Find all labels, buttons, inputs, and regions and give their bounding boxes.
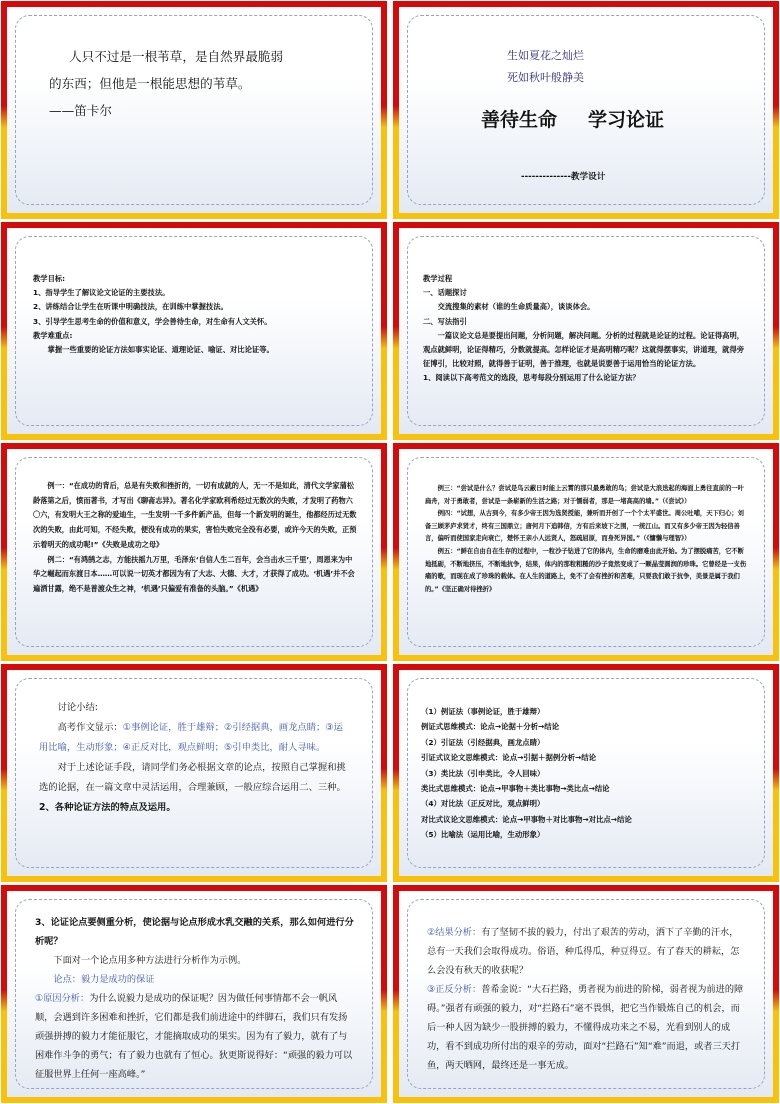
cause-label: ①原因分析： [35,993,90,1004]
summary-lead: 高考作文显示： [57,722,123,733]
slide-card [7,7,381,213]
contrast-label: ③正反分析： [427,984,482,995]
section-1-text: 交流搜集的素材（谁的生命质量高），谈谈体会。 [437,302,595,312]
summary-paragraph: 对于上述论证手段，请同学们务必根据文章的论点，按照自己掌握和挑选的论据，在一篇文章中灵活运用，合理兼顾，一般应综合运用二、三种。 [39,762,346,793]
poem-line-1: 生如夏花之灿烂 [507,49,584,62]
method-line: （5）比喻法（运用比喻，生动形象） [421,830,545,840]
example-2: 例二：“有鸿鹄之志，方能扶摇九万里，毛泽东‘自信人生二百年，会当击水三千里’，周恩来为中华之崛起而东渡日本……可以说一切英才都因为有了大志、大德、大才，才获得了成功。‘机遇’并不会遍洒甘露，绝不是普渡众生之神，‘机遇’只偏爱有准备的头脑。”《机遇》 [33,554,355,593]
method-line: 例证式思维模式：论点→论据＋分析→结论 [421,722,560,732]
slide-card [399,670,773,876]
quote-line-2: 的东西；但他是一根能思想的苇草。 [49,76,251,91]
slide-2[interactable] [393,1,779,219]
section-2-question: 1、阅读以下高考范文的选段，思考每段分别运用了什么论证方法？ [423,373,640,383]
poem-line-2: 死如秋叶般静美 [507,71,584,84]
analysis-thesis: 论点：毅力是成功的保证 [53,974,155,985]
method-line: 引证式议论文思维模式：论点→引据＋据例分析→结论 [421,753,596,763]
cause-text: 为什么说毅力是成功的保证呢？因为做任何事情都不会一帆风顺，会遇到许多困难和挫折，它们都是我们前进途中的绊脚石，我们只有发扬顽强拼搏的毅力才能征服它，才能摘取成功的果实。因为有了毅力，就有了与困难作斗争的勇气；有了毅力也就有了恒心。狄更斯说得好：“顽强的毅力可以征服世界上任何一座高峰。” [35,993,353,1080]
slide-card [7,228,381,434]
analysis-heading: 3、论证论点要侧重分析，使论据与论点形成水乳交融的关系，那么如何进行分析呢？ [35,917,354,947]
summary-point-2: 2、各种论证方法的特点及运用。 [39,802,176,813]
contrast-text: 普希金说：“大石拦路，勇者视为前进的阶梯，弱者视为前进的障碍。”强者有顽强的毅力，对“拦路石”毫不畏惧，把它当作锻炼自己的机会，而后一种人因为缺少一股拼搏的毅力，不懂得成功来之不易，光看到别人的成功，看不到成功所付出的艰辛的劳动，面对“拦路石”知“难”而退，或者三天打鱼，两天晒网，最终还是一事无成。 [427,984,744,1071]
summary-lead-block [39,718,349,758]
slide-card [7,891,381,1097]
quote-author: ——笛卡尔 [49,103,112,118]
goals-heading: 教学目标: [33,274,66,283]
slide-1[interactable] [1,1,387,219]
summary-methods: ①事例论证，胜于雄辩；②引经据典，画龙点睛；③运用比喻，生动形象；④正反对比，观点鲜明；⑤引申类比，耐人寻味。 [39,722,343,753]
method-line: （1）例证法（事例论证，胜于雄辩） [421,707,545,716]
slide-card [399,891,773,1097]
slide-3[interactable] [1,222,387,440]
method-line: （2）引证法（引经据典，画龙点睛） [421,737,545,747]
example-3: 例三：“尝试是什么？尝试是鸟云蔽日时能上云霄的那只最勇敢的鸟；尝试是大浪迭起的海面上勇往直前的一叶扁舟，对于勇敢者，尝试是一条崭新的生活之路；对于懦弱者，那是一堵高高的墙。”（《尝试》） [425,485,744,505]
goal-1: 1、指导学生了解议论文论证的主要技法。 [33,288,170,298]
focus-heading: 教学难重点: [33,330,73,340]
method-line: 类比式思维模式：论点→甲事物＋类比事物→类比点→结论 [421,784,610,794]
summary-heading: 讨论小结: [57,702,98,713]
result-text: 有了坚韧不拔的毅力，付出了艰苦的劳动，洒下了辛勤的汗水，总有一天我们会取得成功。俗语，种瓜得瓜，种豆得豆。有了春天的耕耘，怎么会没有秋天的收获呢？ [427,927,740,976]
example-5: 例五：“鲜在自由自在生存的过程中，一粒沙子钻进了它的体内，生命的磨难由此开始。为了摆脱痛苦，它不断地抵砺，不断地挤压，不断地抗争，结果，体内的那粒粗糙的沙子竟然变成了一颗晶莹圆润的珍珠。它曾经是一支伤痛的歌，而现在成了珍珠的载体。在人生的道路上，免不了会有挫折和苦难，只要我们敢于抗争，美景是属于我们的。”《坚正确对待挫折》 [425,547,747,593]
process-heading: 教学过程 [423,274,453,283]
section-2-text: 一篇议论文总是要提出问题，分析问题，解决问题。分析的过程就是论证的过程。论证得高明，观点就鲜明，论证得精巧，分数就提高。怎样论证才是高明精巧呢？这就得摆事实，讲道理，就得旁征博引，比较对照，就得善于证明，善于推理，也就是说要善于运用恰当的论证方法。 [423,330,745,369]
section-2-heading: 二、写法指引 [423,316,467,326]
slide-4[interactable] [393,222,779,440]
contrast-analysis [427,980,747,1075]
slide-card [7,449,381,655]
slide-card [399,7,773,213]
analysis-intro: 下面对一个论点用多种方法进行分析作为示例。 [53,955,247,966]
quote-line-1: 人只不过是一根苇草，是自然界最脆弱 [69,49,284,64]
result-analysis [427,923,747,980]
title-part-1: 善待生命 [481,109,558,131]
goal-2: 2、讲练结合让学生在听课中明确技法，在训练中掌握技法。 [33,302,228,312]
slide-10[interactable] [393,885,779,1103]
slide-8[interactable] [393,664,779,882]
slide-card [399,228,773,434]
slide-7[interactable] [1,664,387,882]
title-part-2: 学习论证 [588,109,665,131]
slide-9[interactable] [1,885,387,1103]
method-line: 对比式议论文思维模式：论点→甲事物＋对比事物→对比点→结论 [421,814,632,824]
example-1: 例一：“在成功的背后，总是有失败和挫折的，一切有成就的人，无一不是如此，清代文学家蒲松龄落第之后，愤而著书，才写出《聊斋志异》。著名化学家欧利希经过无数次的失败，才发明了药物六〇六，有发明大王之称的爱迪生，一生发明一千多件新产品，但每一个新发明的诞生，他都经历过无数次的失败，由此可知，不经失败，便没有成功的果实，害怕失败完全没有必要，或许今天的失败，正预示着明天的成功呢!”《失败是成功之母》 [33,481,357,549]
cause-analysis [35,989,355,1084]
slide-card [7,670,381,876]
example-4: 例四：“试想，从古到今，有多少帝王因为选贤授能，兼听而开创了一个个太平盛世。周公吐哺，天下归心；刘备三顾茅庐求贤才，终有三国鼎立；唐何月下追韩信，方有后来坡下之围，一统江山。而又有多少帝王因为轻信善言，偏听而使国家走向衰亡，楚怀王亲小人远贤人，怒疏屈原，而身死异国。”（《慵懒与理智》） [425,510,744,543]
goal-3: 3、引导学生思考生命的价值和意义，学会善待生命，对生命有人文关怀。 [33,316,272,326]
focus-text: 掌握一些重要的论证方法如事实论证、道理论证、喻证、对比论证等。 [47,345,274,355]
method-line: （3）类比法（引申类比，令人回味） [421,768,545,778]
section-1-heading: 一、话题探讨 [423,288,467,298]
subtitle: --------------教学设计 [521,172,606,182]
slide-6[interactable] [393,443,779,661]
method-line: （4）对比法（正反对比，观点鲜明） [421,799,545,809]
slide-card [399,449,773,655]
slide-5[interactable] [1,443,387,661]
result-label: ②结果分析： [427,927,482,938]
